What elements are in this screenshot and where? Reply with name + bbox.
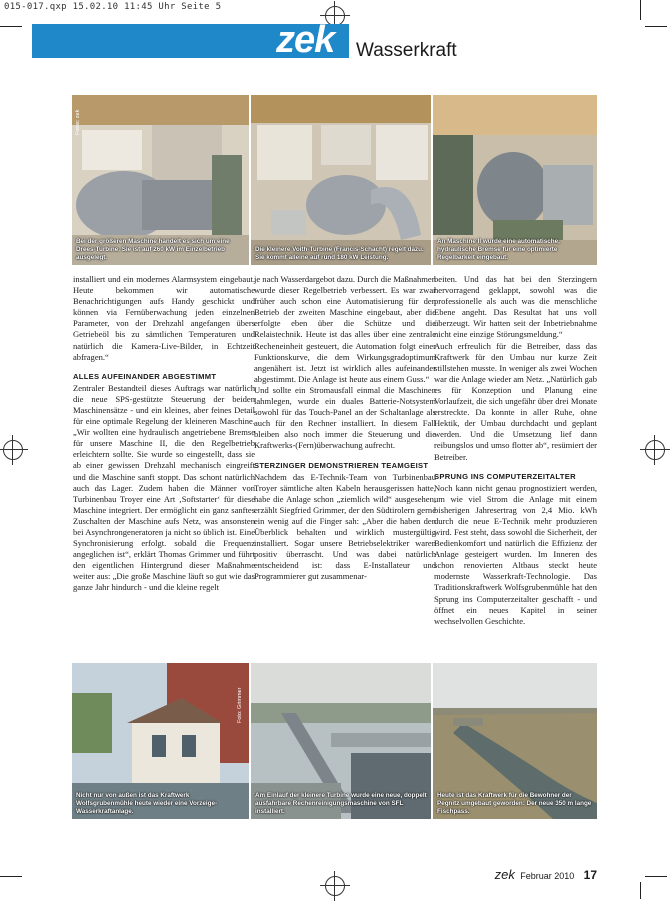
paragraph: Zentraler Bestandteil dieses Auftrags war natürlich die neue SPS-gestützte Steuerung der beiden Maschinensätze - und ein kleines, aber feines Detail für eine optimale Regelung der kleineren Maschine. „Wir wollten eine hydraulisch angetriebene Bremse für unsere Maschine II, die den Regelbetrieb erleichtern sollte. Sie wurde so eingestellt, dass sie ab einer gewissen Drehzahl mechanisch eingreift und die Maschine sanft stoppt. Das schont natürlich auch das Lager. Zudem haben die Männer von Turbinenbau Troyer eine Art ‚Softstarter‘ für diese Maschine integriert. Der ermöglicht ein ganz sanftes Zuschalten der Maschine aufs Netz, was ansonsten bei Asynchrongeneratoren ja nicht so üblich ist. Eine Synchronisierung erfolgt. sobald die Frequenz angeglichen ist“, erklärt Thomas Grimmer und führt den eigentlichen Hintergrund dieser Maßnahme weiter aus: „Die große Maschine läuft so gut wie das ganze Jahr hindurch - und die kleine regelt <box>73 382 255 593</box>
paragraph: Noch kann nicht genau prognostiziert werden, um wie viel Strom die Anlage mit einem bisherigen Jahresertrag von 2,4 Mio. kWh durch die neue E-Technik mehr produzieren wird. Fest steht, dass sowohl die Sicherheit, der Bedienkomfort und natürlich die Effizienz der Anlage gesteigert wurden. Im Inneren des schon renovierten Altbaus steckt heute modernste Wasserkraft-Technologie. Das Traditionskraftwerk Wolfsgrubenmühle hat den Sprung ins Computerzeitalter geschafft - und öffnet ein neues Kapitel in seiner wechselvollen Geschichte. <box>434 482 597 626</box>
photo-turbine-small <box>251 95 431 265</box>
crop-mark <box>0 876 22 877</box>
page-number: 17 <box>583 868 597 882</box>
footer-brand: zek <box>494 867 515 882</box>
registration-mark <box>645 440 665 460</box>
section-title: Wasserkraft <box>356 40 457 61</box>
crop-mark <box>0 26 22 27</box>
photo-caption: Die kleinere Voith-Turbine (Francis-Schacht) regelt dazu. Sie kommt alleine auf rund 180 kW Leistung. <box>255 246 424 261</box>
crop-mark <box>640 882 641 899</box>
photo-caption: Nicht nur von außen ist das Kraftwerk Wolfsgrubenmühle heute wieder eine Vorzeige-Wasserkraftanlage. <box>76 792 218 815</box>
text-column-3 <box>434 274 597 627</box>
photo-hydraulic-brake <box>433 95 597 265</box>
paragraph: installiert und ein modernes Alarmsystem eingebaut. Heute bekommen wir automatische Benachrichtigungen aufs Handy geschickt und können via Fernüberwachung jeden einzelnen Parameter, von der Drehzahl angefangen übers Getriebeöl bis zu sämtlichen Temperaturen und natürlich die Kamera-Live-Bilder, in Echtzeit abfragen.“ <box>73 274 255 362</box>
paragraph: Und sollte ein Stromausfall einmal die Maschinen lahmlegen, wurde ein duales Batterie-Notsystem sowohl für das Touch-Panel an der Schaltanlage als auch für den Rechner installiert. In diesem Fall bleiben also noch immer die Steuerung und die Kraftwerks-(Fern)überwachung aufrecht. <box>254 384 436 451</box>
subheading: SPRUNG INS COMPUTERZEITALTER <box>434 471 576 481</box>
photo-turbine-small-image <box>251 95 431 265</box>
footer-issue-date: Februar 2010 <box>520 871 575 881</box>
paragraph: Nachdem das E-Technik-Team von Turbinenbau Troyer sämtliche alten Kabeln herausgerissen hatte, habe die Anlage schon „ziemlich wild“ ausgesehen, erzählt Siegfried Grimmer, der den Südtirolern gerne ein wenig auf die Finger sah: „Aber die haben den Überblick behalten und wirklich mustergültig installiert. Sogar unsere Betriebselektriker waren positiv überrascht. Und was dabei natürlich entscheidend ist: dass E-Installateur und Programmierer gut zusammenar- <box>254 471 436 582</box>
photo-turbine-large <box>72 95 249 265</box>
crop-mark <box>645 26 667 27</box>
subheading: STERZINGER DEMONSTRIEREN TEAMGEIST <box>254 460 429 470</box>
crop-mark <box>645 876 667 877</box>
photo-caption: An Maschine II wurde eine automatische, hydraulische Bremse für eine optimierte Regelbarkeit eingebaut. <box>437 238 560 261</box>
paragraph: je nach Wasserdargebot dazu. Durch die Maßnahmen wurde dieser Regelbetrieb verbessert. Es war zwar früher auch schon eine Automatisierung für den Betrieb der zweiten Maschine eingebaut, aber die erfolgte eben über die Schütze und die Relaistechnik. Heute ist das alles über eine zentrale Recheneinheit gesteuert, die Automation folgt einer Funktionskurve, die dem Wirkungsgradoptimum angenähert ist. Jetzt ist wirklich alles aufeinander abgestimmt. Die Anlage ist heute aus einem Guss.“ <box>254 274 436 384</box>
photo-rake-cleaner <box>237 663 431 819</box>
photo-powerhouse <box>72 663 249 819</box>
paragraph: beiten. Und das hat bei den Sterzingern hervorragend geklappt, sowohl was die professionelle als auch was die menschliche Ebene angeht. Das Resultat hat uns voll überzeugt. Wir hatten seit der Inbetriebnahme nicht eine einzige Störungsmeldung.“ <box>434 274 597 340</box>
text-column-1 <box>73 274 255 594</box>
text-column-2 <box>254 274 436 582</box>
subheading: ALLES AUFEINANDER ABGESTIMMT <box>73 371 217 381</box>
registration-mark <box>3 440 23 460</box>
photo-credit: Fotos: zek <box>75 109 81 135</box>
photo-caption: Bei der größeren Maschine handelt es sich um eine Drees-Turbine. Sie ist auf 260 kW im Einzelbetrieb ausgelegt. <box>76 238 230 261</box>
page-footer <box>495 867 597 882</box>
photo-caption: Am Einlauf der kleinere Turbine wurde eine neue, doppelt ausfahrbare Rechenreinigungsmaschine von SFL installiert. <box>255 792 427 815</box>
registration-mark <box>325 876 345 896</box>
crop-mark <box>640 0 641 20</box>
file-slug: 015-017.qxp 15.02.10 11:45 Uhr Seite 5 <box>4 2 222 12</box>
photo-fish-pass <box>433 663 597 819</box>
photo-credit: Foto: Grimmer <box>237 687 243 723</box>
photo-caption: Heute ist das Kraftwerk für die Bewohner der Pegnitz umgebaut geworden: Der neue 350 m lange Fischpass. <box>437 792 592 815</box>
paragraph: Auch erfreulich für die Betreiber, dass das Kraftwerk für den Umbau nur kurze Zeit stillstehen musste. In weniger als zwei Wochen war die Anlage wieder am Netz. „Natürlich gab es für Konzeption und Planung eine Vorlaufzeit, die sich ungefähr über drei Monate erstreckte. Da konnte in aller Ruhe, ohne Hektik, der Umbau durchdacht und geplant werden. Und die Umsetzung lief dann reibungslos und umso flotter ab“, resümiert der Betreiber. <box>434 340 597 462</box>
zek-logo: zek <box>276 19 335 61</box>
